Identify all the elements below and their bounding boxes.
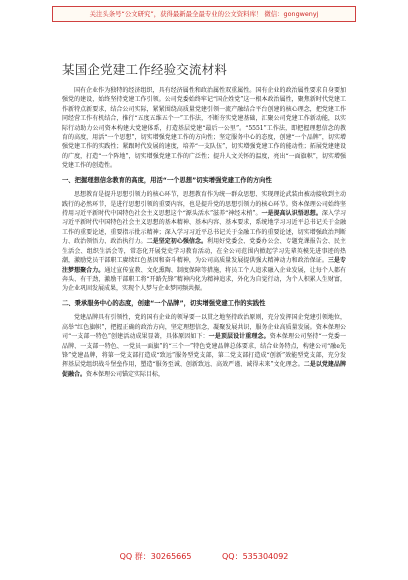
paragraph-text: 通过宣传宣教、文化熏陶、制度保障等措施，将员工个人追求融入企业发展，让每个人都有奔头、有干劲，激励干部职工将“开路先锋”精神内化为精神追求，外化为自觉行动，为个人积累人生财富，为企业巩固发展成果，实现个人梦与企业梦同频共振。 — [62, 266, 346, 293]
paragraph-text: 深入学习习近平新时代中国特色社会主义思想的基本精神、基本内容、基本要求，系统地学习习近平总书记关于金融工作的重要论述，重要指示批示精神；深入学习习近平总书记关于金融工作的重要论述，切实增强政治判断力、政治领悟力、政治执行力。 — [62, 210, 346, 246]
paragraph-intro: 国有企业作为独特的经济组织，具有经济属性和政治属性双重属性。国有企业的政治属性要求自身要加强党的建设，始终坚持党建工作引领。公司党委始终牢记“国企姓党”这一根本政治属性，聚焦新时代党建工作新特点新要求，结合公司实际，紧紧围绕高质量党建引领一流产融结合平台创建的核心理念，把党建工作同经营工作有机结合，推行“五度五维五个一”工作法，不断夯实党建基础，汇聚公司党建工作新动能，以实际行动助力公司资本构建大党建体系，打造基层党建“最后一公里”。“5551”工作法，即把握理想信念的教育的高度，用活“一个思想”，切实增强党建工作的方向性；坚定服务中心的态度，创建“一个品牌”，切实增强党建工作的实践性；紧跟时代发展的速度，培养“一支队伍”，切实增强党建工作的能动性；拓展党建建设的广度，打造“一个阵地”，切实增强党建工作的广泛性；提升人文关怀的温度，亮出“一面旗帜”，切实增强党建工作的创造性。 — [62, 87, 346, 170]
paragraph-text: 党建品牌具有引领性，党的国有企业的领导要一以贯之地坚持政治原则，充分发挥国企党建引领地位，高举“红色旗帜”，把握正确的政治方向，坚定理想信念，凝聚发展共识，服务企业高质量发展。资本保理公司“一支部一特色”创建活动成果显著，具体原因如下： — [62, 314, 346, 341]
paragraph-text: 资本保理公司锚定实际目标， — [86, 370, 165, 378]
bold-point: 二是坚定初心强信念。 — [146, 238, 208, 246]
section-heading-1: 一、把握理想信念教育的高度，用活“一个思想”切实增强党建工作的方向性 — [62, 176, 272, 184]
paragraph-text: 思想教育是提升思想引领力的核心环节，思想教育作为统一群众思想、实现理论武装由被动接收到主动践行的必然环节，是进行思想引领的重要内容，也是提升党的思想引领力的核心环节。资本保理公司始终坚持用习近平新时代中国特色社会主义思想这个“源头活水”滋养“神经末梢”。 — [62, 191, 346, 218]
bold-point: 一是提高认识悟思想。 — [261, 210, 322, 218]
document-body — [62, 60, 346, 384]
section-heading-2: 二、秉承服务中心的态度，创建“一个品牌”，切实增强党建工作的实践性 — [62, 299, 266, 307]
footer-qq-group: QQ 群：30265665 — [119, 552, 192, 561]
paragraph-text: 利用好党委会、党委办公会、专题党课报告会、民主生活会、组织生活会等，常态化开展党史学习教育活动，在全公司范围内掀起学习先辈英模先进事迹的热潮，激励党员干部职工赓续红色基因和奋斗精神，为公司高质量发展提供强大精神动力和政治保证。 — [62, 238, 346, 265]
footer-contact — [0, 550, 408, 564]
paragraph-section2 — [62, 313, 346, 379]
paragraph-text: 资本保理公司坚持“一党委一品牌、一支部一特色、一党员一面旗”的“三个一”特色党建品牌总体要求，结合业务特点，构建公司“融e先锋”党建品牌，将第一党支部打造成“致远”服务型党支部，第二党支部打造成“创新”效能型党支部，充分发挥基层党组织战斗堡垒作用，塑造“服务至诚、创新致远、高效严谨、诚得未来”文化理念。 — [62, 333, 346, 369]
bold-point: 一是顶层设计重理念。 — [208, 333, 270, 341]
bold-point: 二是以党建品牌促融合。 — [62, 361, 346, 378]
paragraph-section1 — [62, 190, 346, 293]
top-banner: 关注头条号“公文研究”，获得最新最全最专业的公文资料库！ 微信：gongwenyj — [52, 6, 356, 22]
footer-qq: QQ：535304092 — [222, 552, 289, 561]
document-title: 某国企党建工作经验交流材料 — [62, 62, 228, 77]
bold-point: 三是专注梦想聚合力。 — [62, 257, 346, 274]
